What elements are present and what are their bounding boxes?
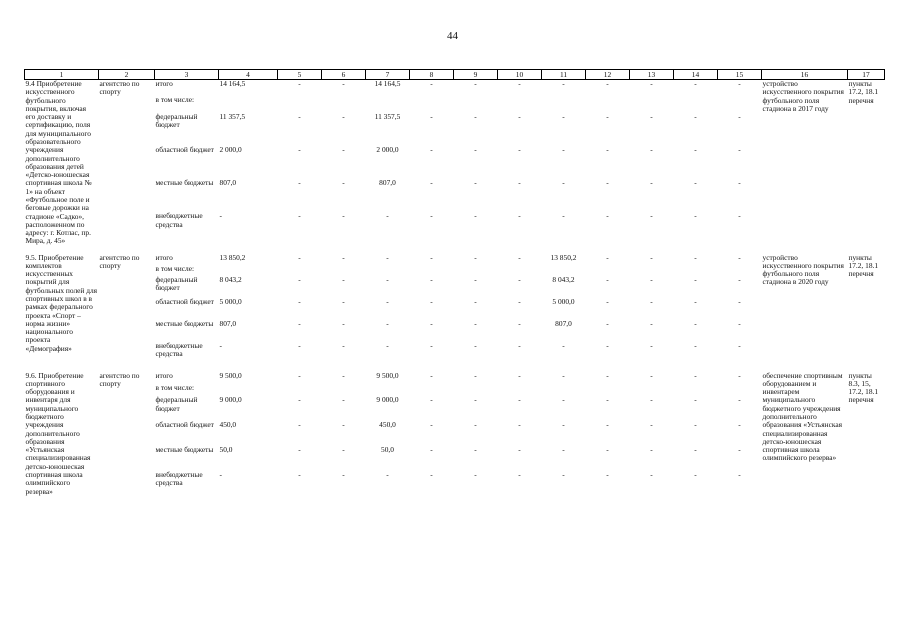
amount-cell-col-11 <box>542 96 586 113</box>
amount-cell-col-10: - <box>518 319 521 328</box>
amount-cell-col-4: 5 000,0 <box>219 297 242 306</box>
indicator-points: пункты 17.2, 18.1 перечня <box>848 79 879 105</box>
amount-cell-col-6 <box>322 265 366 276</box>
amount-cell-col-14: - <box>694 79 697 88</box>
amount-cell-col-13: - <box>650 212 653 221</box>
amount-cell-col-5: - <box>298 212 301 221</box>
column-number-cell: 5 <box>278 70 322 80</box>
amount-cell-col-14 <box>674 265 718 276</box>
amount-cell-col-9: - <box>474 145 477 154</box>
funding-source-label: местные бюджеты <box>155 446 214 455</box>
row-spacer <box>25 364 885 372</box>
funding-source-label: в том числе: <box>155 264 195 273</box>
amount-cell-col-15: - <box>738 297 741 306</box>
amount-cell-col-4: - <box>219 212 222 221</box>
amount-cell-col-7: - <box>386 212 389 221</box>
amount-cell-col-13: - <box>650 179 653 188</box>
amount-cell-col-10: - <box>518 145 521 154</box>
amount-cell-col-15: - <box>738 396 741 405</box>
amount-cell-col-5: - <box>298 297 301 306</box>
spacer-cell <box>25 496 885 504</box>
amount-cell-col-12: - <box>606 179 609 188</box>
amount-cell-col-14 <box>674 384 718 396</box>
amount-cell-col-10 <box>498 384 542 396</box>
amount-cell-col-11: - <box>562 112 565 121</box>
expected-result: обеспечение спортивным оборудованием и инвентарем муниципального бюджетного учреждения дополнительного образования «Устьянская специализированная детско-юношеская спортивная школа олимпийского резерва» <box>762 371 843 463</box>
amount-cell-col-10: - <box>518 212 521 221</box>
amount-cell-col-9: - <box>474 319 477 328</box>
row-spacer <box>25 246 885 254</box>
amount-cell-col-6: - <box>342 446 345 455</box>
amount-cell-col-7: 2 000,0 <box>376 145 399 154</box>
amount-cell-col-6: - <box>342 341 345 350</box>
amount-cell-col-11: - <box>562 179 565 188</box>
amount-cell-col-9: - <box>474 275 477 284</box>
amount-cell-col-13: - <box>650 145 653 154</box>
amount-cell-col-4: 807,0 <box>219 179 237 188</box>
amount-cell-col-6: - <box>342 79 345 88</box>
amount-cell-col-12: - <box>606 212 609 221</box>
amount-cell-col-14: - <box>694 297 697 306</box>
amount-cell-col-7 <box>366 96 410 113</box>
amount-cell-col-12: - <box>606 396 609 405</box>
amount-cell-col-5: - <box>298 275 301 284</box>
amount-cell-col-6: - <box>342 319 345 328</box>
measures-table <box>24 69 885 504</box>
amount-cell-col-15 <box>718 384 762 396</box>
amount-cell-col-6: - <box>342 112 345 121</box>
column-number-cell: 6 <box>322 70 366 80</box>
funding-source-label: областной бюджет <box>155 145 214 154</box>
responsible-agency: агентство по спорту <box>99 253 140 270</box>
amount-cell-col-8: - <box>430 179 433 188</box>
amount-cell-col-12: - <box>606 446 609 455</box>
amount-cell-col-11 <box>542 384 586 396</box>
amount-cell-col-6: - <box>342 396 345 405</box>
amount-cell-col-8: - <box>430 112 433 121</box>
amount-cell-col-10: - <box>518 79 521 88</box>
amount-cell-col-9: - <box>474 396 477 405</box>
amount-cell-col-13: - <box>650 319 653 328</box>
funding-source-label: итого <box>155 371 173 380</box>
funding-source-label: областной бюджет <box>155 297 214 306</box>
amount-cell-col-14 <box>674 96 718 113</box>
column-number-cell: 12 <box>586 70 630 80</box>
funding-source-label: местные бюджеты <box>155 319 214 328</box>
amount-cell-col-7: - <box>386 253 389 262</box>
amount-cell-col-14: - <box>694 471 697 479</box>
amount-cell-col-9: - <box>474 297 477 306</box>
amount-cell-col-13 <box>630 384 674 396</box>
amount-cell-col-7: - <box>386 341 389 350</box>
amount-cell-col-8: - <box>430 471 433 479</box>
amount-cell-col-5: - <box>298 112 301 121</box>
amount-cell-col-13: - <box>650 396 653 405</box>
amount-cell-col-8: - <box>430 396 433 405</box>
amount-cell-col-7: - <box>386 319 389 328</box>
amount-cell-col-14: - <box>694 275 697 284</box>
amount-cell-col-15: - <box>738 341 741 350</box>
column-number-cell: 16 <box>762 70 848 80</box>
responsible-agency: агентство по спорту <box>99 79 140 97</box>
column-number-cell: 9 <box>454 70 498 80</box>
amount-cell-col-12: - <box>606 253 609 262</box>
table-row <box>25 372 885 384</box>
amount-cell-col-4: - <box>219 471 222 479</box>
amount-cell-col-11: - <box>562 212 565 221</box>
amount-cell-col-9 <box>454 96 498 113</box>
column-number-cell: 8 <box>410 70 454 80</box>
amount-cell-col-7 <box>366 384 410 396</box>
column-number-cell: 4 <box>219 70 278 80</box>
amount-cell-col-14: - <box>694 396 697 405</box>
indicator-points: пункты 17.2, 18.1 перечня <box>848 253 879 279</box>
page-number: 44 <box>447 30 458 42</box>
amount-cell-col-14: - <box>694 319 697 328</box>
amount-cell-col-12: - <box>606 341 609 350</box>
amount-cell-col-11: - <box>562 79 565 88</box>
amount-cell-col-14: - <box>694 421 697 430</box>
amount-cell-col-9: - <box>474 79 477 88</box>
amount-cell-col-13: - <box>650 341 653 350</box>
amount-cell-col-4: 11 357,5 <box>219 112 246 121</box>
amount-cell-col-7: - <box>386 297 389 306</box>
amount-cell-col-5: - <box>298 396 301 405</box>
amount-cell-col-4: 2 000,0 <box>219 145 242 154</box>
amount-cell-col-13 <box>630 96 674 113</box>
amount-cell-col-4 <box>219 265 278 276</box>
amount-cell-col-14: - <box>694 179 697 188</box>
amount-cell-col-11: - <box>562 396 565 405</box>
amount-cell-col-12: - <box>606 79 609 88</box>
funding-source-label: итого <box>155 79 173 88</box>
amount-cell-col-7: 9 500,0 <box>376 371 399 380</box>
amount-cell-col-4 <box>219 96 278 113</box>
amount-cell-col-5: - <box>298 79 301 88</box>
amount-cell-col-10: - <box>518 446 521 455</box>
amount-cell-col-12: - <box>606 275 609 284</box>
amount-cell-col-14: - <box>694 446 697 455</box>
amount-cell-col-10: - <box>518 396 521 405</box>
amount-cell-col-6: - <box>342 145 345 154</box>
amount-cell-col-15: - <box>738 471 741 479</box>
amount-cell-col-8: - <box>430 371 433 380</box>
amount-cell-col-11: 13 850,2 <box>550 253 577 262</box>
amount-cell-col-5: - <box>298 179 301 188</box>
amount-cell-col-12: - <box>606 371 609 380</box>
column-number-cell: 13 <box>630 70 674 80</box>
amount-cell-col-13: - <box>650 275 653 284</box>
amount-cell-col-11: - <box>562 341 565 350</box>
amount-cell-col-12 <box>586 265 630 276</box>
funding-source-label: федеральный бюджет <box>155 112 198 129</box>
column-number-row <box>25 70 885 80</box>
amount-cell-col-15 <box>718 265 762 276</box>
amount-cell-col-10: - <box>518 253 521 262</box>
amount-cell-col-12: - <box>606 421 609 430</box>
amount-cell-col-11: - <box>562 471 565 479</box>
amount-cell-col-4: 13 850,2 <box>219 253 246 262</box>
table-row <box>25 80 885 97</box>
responsible-agency: агентство по спорту <box>99 371 140 388</box>
amount-cell-col-14: - <box>694 212 697 221</box>
funding-source-label: внебюджетные средства <box>155 471 203 488</box>
funding-source-label: внебюджетные средства <box>155 341 203 358</box>
amount-cell-col-10: - <box>518 275 521 284</box>
amount-cell-col-9: - <box>474 471 477 479</box>
amount-cell-col-8: - <box>430 319 433 328</box>
amount-cell-col-7: - <box>386 275 389 284</box>
amount-cell-col-15: - <box>738 319 741 328</box>
amount-cell-col-7: 11 357,5 <box>374 112 401 121</box>
amount-cell-col-5: - <box>298 253 301 262</box>
amount-cell-col-6: - <box>342 421 345 430</box>
amount-cell-col-6: - <box>342 371 345 380</box>
amount-cell-col-7: 9 000,0 <box>376 396 399 405</box>
measure-name: 9.4 Приобретение искусственного футбольного покрытия, включая его доставку и сертификацию, поля для муниципального образовательного учреждения дополнительного образования детей «Детско-юношеская спортивная школа № 1» на объект «Футбольное поле и беговые дорожки на стадионе «Садко», расположенном по адресу: г. Котлас, пр. Мира, д. 45» <box>25 79 92 246</box>
amount-cell-col-7 <box>366 265 410 276</box>
amount-cell-col-5: - <box>298 341 301 350</box>
amount-cell-col-15: - <box>738 253 741 262</box>
amount-cell-col-12: - <box>606 319 609 328</box>
amount-cell-col-4: 9 000,0 <box>219 396 242 405</box>
amount-cell-col-10 <box>498 96 542 113</box>
amount-cell-col-13: - <box>650 79 653 88</box>
funding-source-label: федеральный бюджет <box>155 396 198 413</box>
amount-cell-col-5: - <box>298 421 301 430</box>
amount-cell-col-7: 50,0 <box>381 446 394 455</box>
amount-cell-col-11: - <box>562 145 565 154</box>
spacer-cell <box>25 246 885 254</box>
amount-cell-col-10: - <box>518 297 521 306</box>
amount-cell-col-5: - <box>298 145 301 154</box>
amount-cell-col-8: - <box>430 145 433 154</box>
row-spacer <box>25 496 885 504</box>
amount-cell-col-11 <box>542 265 586 276</box>
amount-cell-col-10: - <box>518 179 521 188</box>
amount-cell-col-4 <box>219 384 278 396</box>
amount-cell-col-8 <box>410 96 454 113</box>
amount-cell-col-6: - <box>342 471 345 479</box>
funding-source-label: федеральный бюджет <box>155 275 198 292</box>
amount-cell-col-6: - <box>342 275 345 284</box>
amount-cell-col-9: - <box>474 179 477 188</box>
amount-cell-col-10: - <box>518 112 521 121</box>
amount-cell-col-15: - <box>738 421 741 430</box>
amount-cell-col-13: - <box>650 253 653 262</box>
amount-cell-col-8: - <box>430 446 433 455</box>
amount-cell-col-7: - <box>386 471 389 479</box>
amount-cell-col-11: 807,0 <box>555 319 572 328</box>
amount-cell-col-6 <box>322 96 366 113</box>
amount-cell-col-13: - <box>650 371 653 380</box>
amount-cell-col-13: - <box>650 421 653 430</box>
amount-cell-col-12: - <box>606 112 609 121</box>
amount-cell-col-12: - <box>606 145 609 154</box>
amount-cell-col-8: - <box>430 212 433 221</box>
amount-cell-col-11: - <box>562 446 565 455</box>
amount-cell-col-5 <box>278 265 322 276</box>
amount-cell-col-6: - <box>342 179 345 188</box>
amount-cell-col-6: - <box>342 212 345 221</box>
amount-cell-col-10 <box>498 265 542 276</box>
amount-cell-col-8 <box>410 384 454 396</box>
funding-source-label: итого <box>155 253 173 262</box>
amount-cell-col-15: - <box>738 212 741 221</box>
column-number-cell: 14 <box>674 70 718 80</box>
amount-cell-col-9: - <box>474 446 477 455</box>
amount-cell-col-8: - <box>430 275 433 284</box>
amount-cell-col-14: - <box>694 371 697 380</box>
funding-source-label: областной бюджет <box>155 421 214 430</box>
table-header <box>25 70 885 80</box>
amount-cell-col-5: - <box>298 471 301 479</box>
amount-cell-col-14: - <box>694 112 697 121</box>
amount-cell-col-13: - <box>650 471 653 479</box>
amount-cell-col-11: 5 000,0 <box>552 297 575 306</box>
amount-cell-col-15: - <box>738 446 741 455</box>
amount-cell-col-6: - <box>342 297 345 306</box>
column-number-cell: 11 <box>542 70 586 80</box>
amount-cell-col-15: - <box>738 145 741 154</box>
amount-cell-col-10: - <box>518 421 521 430</box>
expected-result: устройство искусственного покрытия футбольного поля стадиона в 2017 году <box>762 79 844 113</box>
amount-cell-col-11: 8 043,2 <box>552 275 575 284</box>
column-number-cell: 10 <box>498 70 542 80</box>
amount-cell-col-5: - <box>298 319 301 328</box>
column-number-cell: 2 <box>99 70 155 80</box>
amount-cell-col-4: 50,0 <box>219 446 233 455</box>
funding-source-label: в том числе: <box>155 96 195 105</box>
amount-cell-col-11: - <box>562 371 565 380</box>
amount-cell-col-14: - <box>694 253 697 262</box>
amount-cell-col-9: - <box>474 112 477 121</box>
amount-cell-col-11: - <box>562 421 565 430</box>
amount-cell-col-15: - <box>738 371 741 380</box>
amount-cell-col-14: - <box>694 341 697 350</box>
amount-cell-col-4: 14 164,5 <box>219 79 246 88</box>
amount-cell-col-8 <box>410 265 454 276</box>
column-number-cell: 3 <box>155 70 219 80</box>
amount-cell-col-5: - <box>298 371 301 380</box>
amount-cell-col-15 <box>718 96 762 113</box>
amount-cell-col-9 <box>454 384 498 396</box>
amount-cell-col-5: - <box>298 446 301 455</box>
amount-cell-col-10: - <box>518 371 521 380</box>
column-number-cell: 17 <box>848 70 885 80</box>
amount-cell-col-9: - <box>474 371 477 380</box>
table-row <box>25 254 885 265</box>
amount-cell-col-4: 807,0 <box>219 319 237 328</box>
amount-cell-col-6 <box>322 384 366 396</box>
expected-result: устройство искусственного покрытия футбольного поля стадиона в 2020 году <box>762 253 844 287</box>
amount-cell-col-10: - <box>518 471 521 479</box>
amount-cell-col-12 <box>586 384 630 396</box>
amount-cell-col-13 <box>630 265 674 276</box>
amount-cell-col-9 <box>454 265 498 276</box>
amount-cell-col-15: - <box>738 275 741 284</box>
amount-cell-col-4: - <box>219 341 222 350</box>
amount-cell-col-13: - <box>650 112 653 121</box>
amount-cell-col-4: 450,0 <box>219 421 237 430</box>
funding-source-label: в том числе: <box>155 384 195 393</box>
amount-cell-col-8: - <box>430 341 433 350</box>
amount-cell-col-9: - <box>474 341 477 350</box>
amount-cell-col-12: - <box>606 297 609 306</box>
amount-cell-col-9: - <box>474 253 477 262</box>
measure-name: 9.5. Приобретение комплектов искусственных покрытий для футбольных полей для спортивных школ в в рамках федерального проекта «Спорт – норма жизни» национального проекта «Демография» <box>25 253 98 353</box>
amount-cell-col-9: - <box>474 421 477 430</box>
column-number-cell: 1 <box>25 70 99 80</box>
amount-cell-col-14: - <box>694 145 697 154</box>
amount-cell-col-12: - <box>606 471 609 479</box>
amount-cell-col-13: - <box>650 297 653 306</box>
amount-cell-col-10: - <box>518 341 521 350</box>
amount-cell-col-7: 14 164,5 <box>374 79 401 88</box>
amount-cell-col-4: 8 043,2 <box>219 275 242 284</box>
funding-source-label: внебюджетные средства <box>155 212 203 229</box>
table-body <box>25 80 885 504</box>
amount-cell-col-4: 9 500,0 <box>219 371 242 380</box>
spacer-cell <box>25 364 885 372</box>
amount-cell-col-5 <box>278 384 322 396</box>
amount-cell-col-7: 450,0 <box>379 421 396 430</box>
amount-cell-col-12 <box>586 96 630 113</box>
amount-cell-col-8: - <box>430 79 433 88</box>
funding-source-label: местные бюджеты <box>155 179 214 188</box>
indicator-points: пункты 8.3, 15, 17.2, 18.1 перечня <box>848 371 879 405</box>
amount-cell-col-8: - <box>430 253 433 262</box>
amount-cell-col-5 <box>278 96 322 113</box>
column-number-cell: 7 <box>366 70 410 80</box>
amount-cell-col-15: - <box>738 179 741 188</box>
amount-cell-col-9: - <box>474 212 477 221</box>
amount-cell-col-6: - <box>342 253 345 262</box>
amount-cell-col-15: - <box>738 112 741 121</box>
amount-cell-col-15: - <box>738 79 741 88</box>
amount-cell-col-13: - <box>650 446 653 455</box>
measure-name: 9.6. Приобретение спортивного оборудования и инвентаря для муниципального бюджетного учреждения дополнительного образования «Устьянская специализированная детско-юношеская спортивная школа олимпийского резерва» <box>25 371 91 496</box>
amount-cell-col-8: - <box>430 421 433 430</box>
amount-cell-col-7: 807,0 <box>379 179 396 188</box>
amount-cell-col-8: - <box>430 297 433 306</box>
column-number-cell: 15 <box>718 70 762 80</box>
